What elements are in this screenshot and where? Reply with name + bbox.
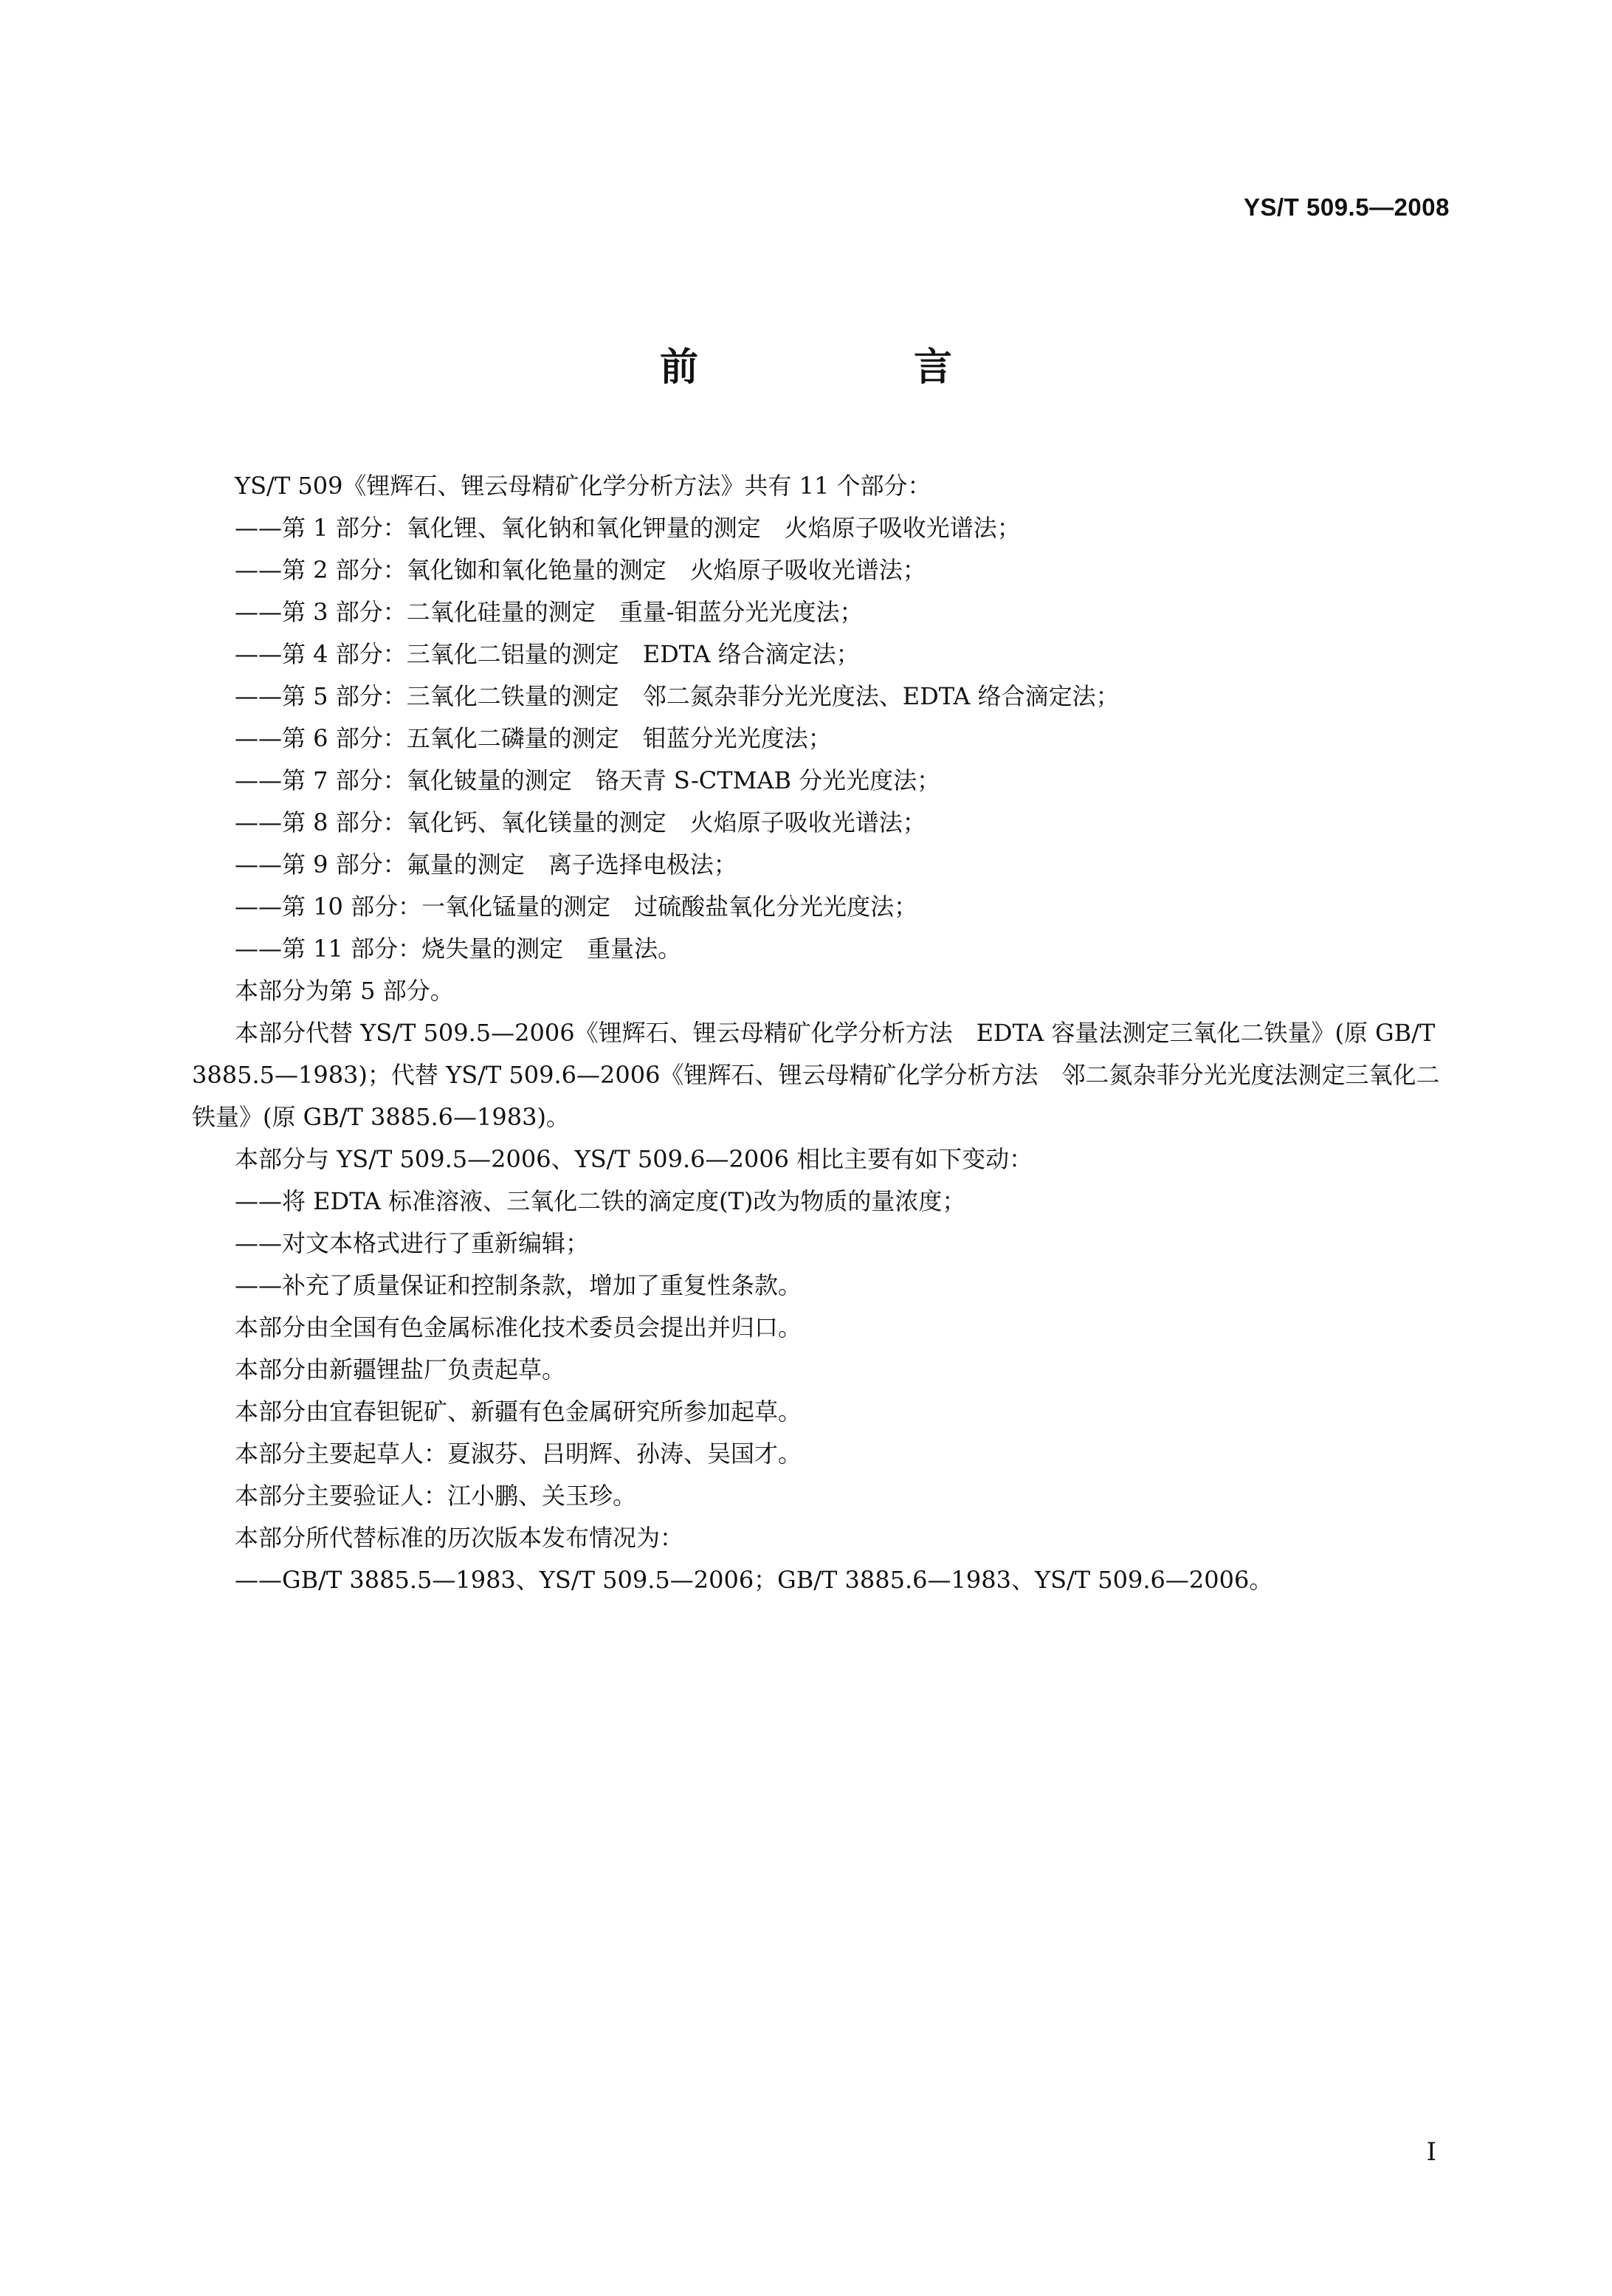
changes-intro: 本部分与 YS/T 509.5—2006、YS/T 509.6—2006 相比主要有如下变动：: [235, 1145, 1033, 1173]
page-number: I: [1426, 2137, 1436, 2167]
list-item-part-4: ——第 4 部分：三氧化二铝量的测定 EDTA 络合滴定法；: [235, 640, 860, 668]
drafters-paragraph: 本部分主要起草人：夏淑芬、吕明辉、孙涛、吴国才。: [235, 1440, 802, 1468]
list-item-part-2: ——第 2 部分：氧化铷和氧化铯量的测定 火焰原子吸收光谱法；: [235, 556, 926, 584]
change-item-3: ——补充了质量保证和控制条款，增加了重复性条款。: [235, 1271, 802, 1299]
list-item-part-7: ——第 7 部分：氧化铍量的测定 铬天青 S-CTMAB 分光光度法；: [235, 766, 941, 794]
proposer-paragraph: 本部分由全国有色金属标准化技术委员会提出并归口。: [235, 1313, 802, 1341]
foreword-body: [192, 465, 1450, 1601]
history-item: ——GB/T 3885.5—1983、YS/T 509.5—2006；GB/T 3885.6—1983、YS/T 509.6—2006。: [235, 1566, 1273, 1594]
list-item-part-3: ——第 3 部分：二氧化硅量的测定 重量-钼蓝分光光度法；: [235, 598, 864, 626]
list-item-part-11: ——第 11 部分：烧失量的测定 重量法。: [235, 935, 682, 963]
change-item-2: ——对文本格式进行了重新编辑；: [235, 1229, 590, 1257]
list-item-part-8: ——第 8 部分：氧化钙、氧化镁量的测定 火焰原子吸收光谱法；: [235, 808, 926, 836]
intro-paragraph: YS/T 509《锂辉石、锂云母精矿化学分析方法》共有 11 个部分：: [235, 472, 931, 500]
verifiers-paragraph: 本部分主要验证人：江小鹏、关玉珍。: [235, 1482, 637, 1510]
list-item-part-10: ——第 10 部分：一氧化锰量的测定 过硫酸盐氧化分光光度法；: [235, 893, 918, 921]
list-item-part-5: ——第 5 部分：三氧化二铁量的测定 邻二氮杂菲分光光度法、EDTA 络合滴定法；: [235, 682, 1120, 710]
list-item-part-9: ——第 9 部分：氟量的测定 离子选择电极法；: [235, 850, 737, 879]
list-item-part-1: ——第 1 部分：氧化锂、氧化钠和氧化钾量的测定 火焰原子吸收光谱法；: [235, 514, 1021, 542]
history-intro: 本部分所代替标准的历次版本发布情况为：: [235, 1524, 684, 1552]
part-statement: 本部分为第 5 部分。: [235, 977, 454, 1005]
standard-code-header: YS/T 509.5—2008: [1243, 193, 1450, 221]
change-item-1: ——将 EDTA 标准溶液、三氧化二铁的滴定度(T)改为物质的量浓度；: [235, 1187, 966, 1215]
participant-org-paragraph: 本部分由宜春钽铌矿、新疆有色金属研究所参加起草。: [235, 1398, 802, 1426]
page-title: 前 言: [659, 346, 1041, 390]
list-item-part-6: ——第 6 部分：五氧化二磷量的测定 钼蓝分光光度法；: [235, 724, 832, 752]
replacement-paragraph: 本部分代替 YS/T 509.5—2006《锂辉石、锂云母精矿化学分析方法 EDTA 容量法测定三氧化二铁量》(原 GB/T 3885.5—1983)；代替 YS/T 509.6—2006《锂辉石、锂云母精矿化学分析方法 邻二氮杂菲分光光度法测定三氧化二铁量》(原 GB/T 3885.6—1983)。: [192, 1019, 1440, 1131]
drafter-org-paragraph: 本部分由新疆锂盐厂负责起草。: [235, 1355, 566, 1384]
